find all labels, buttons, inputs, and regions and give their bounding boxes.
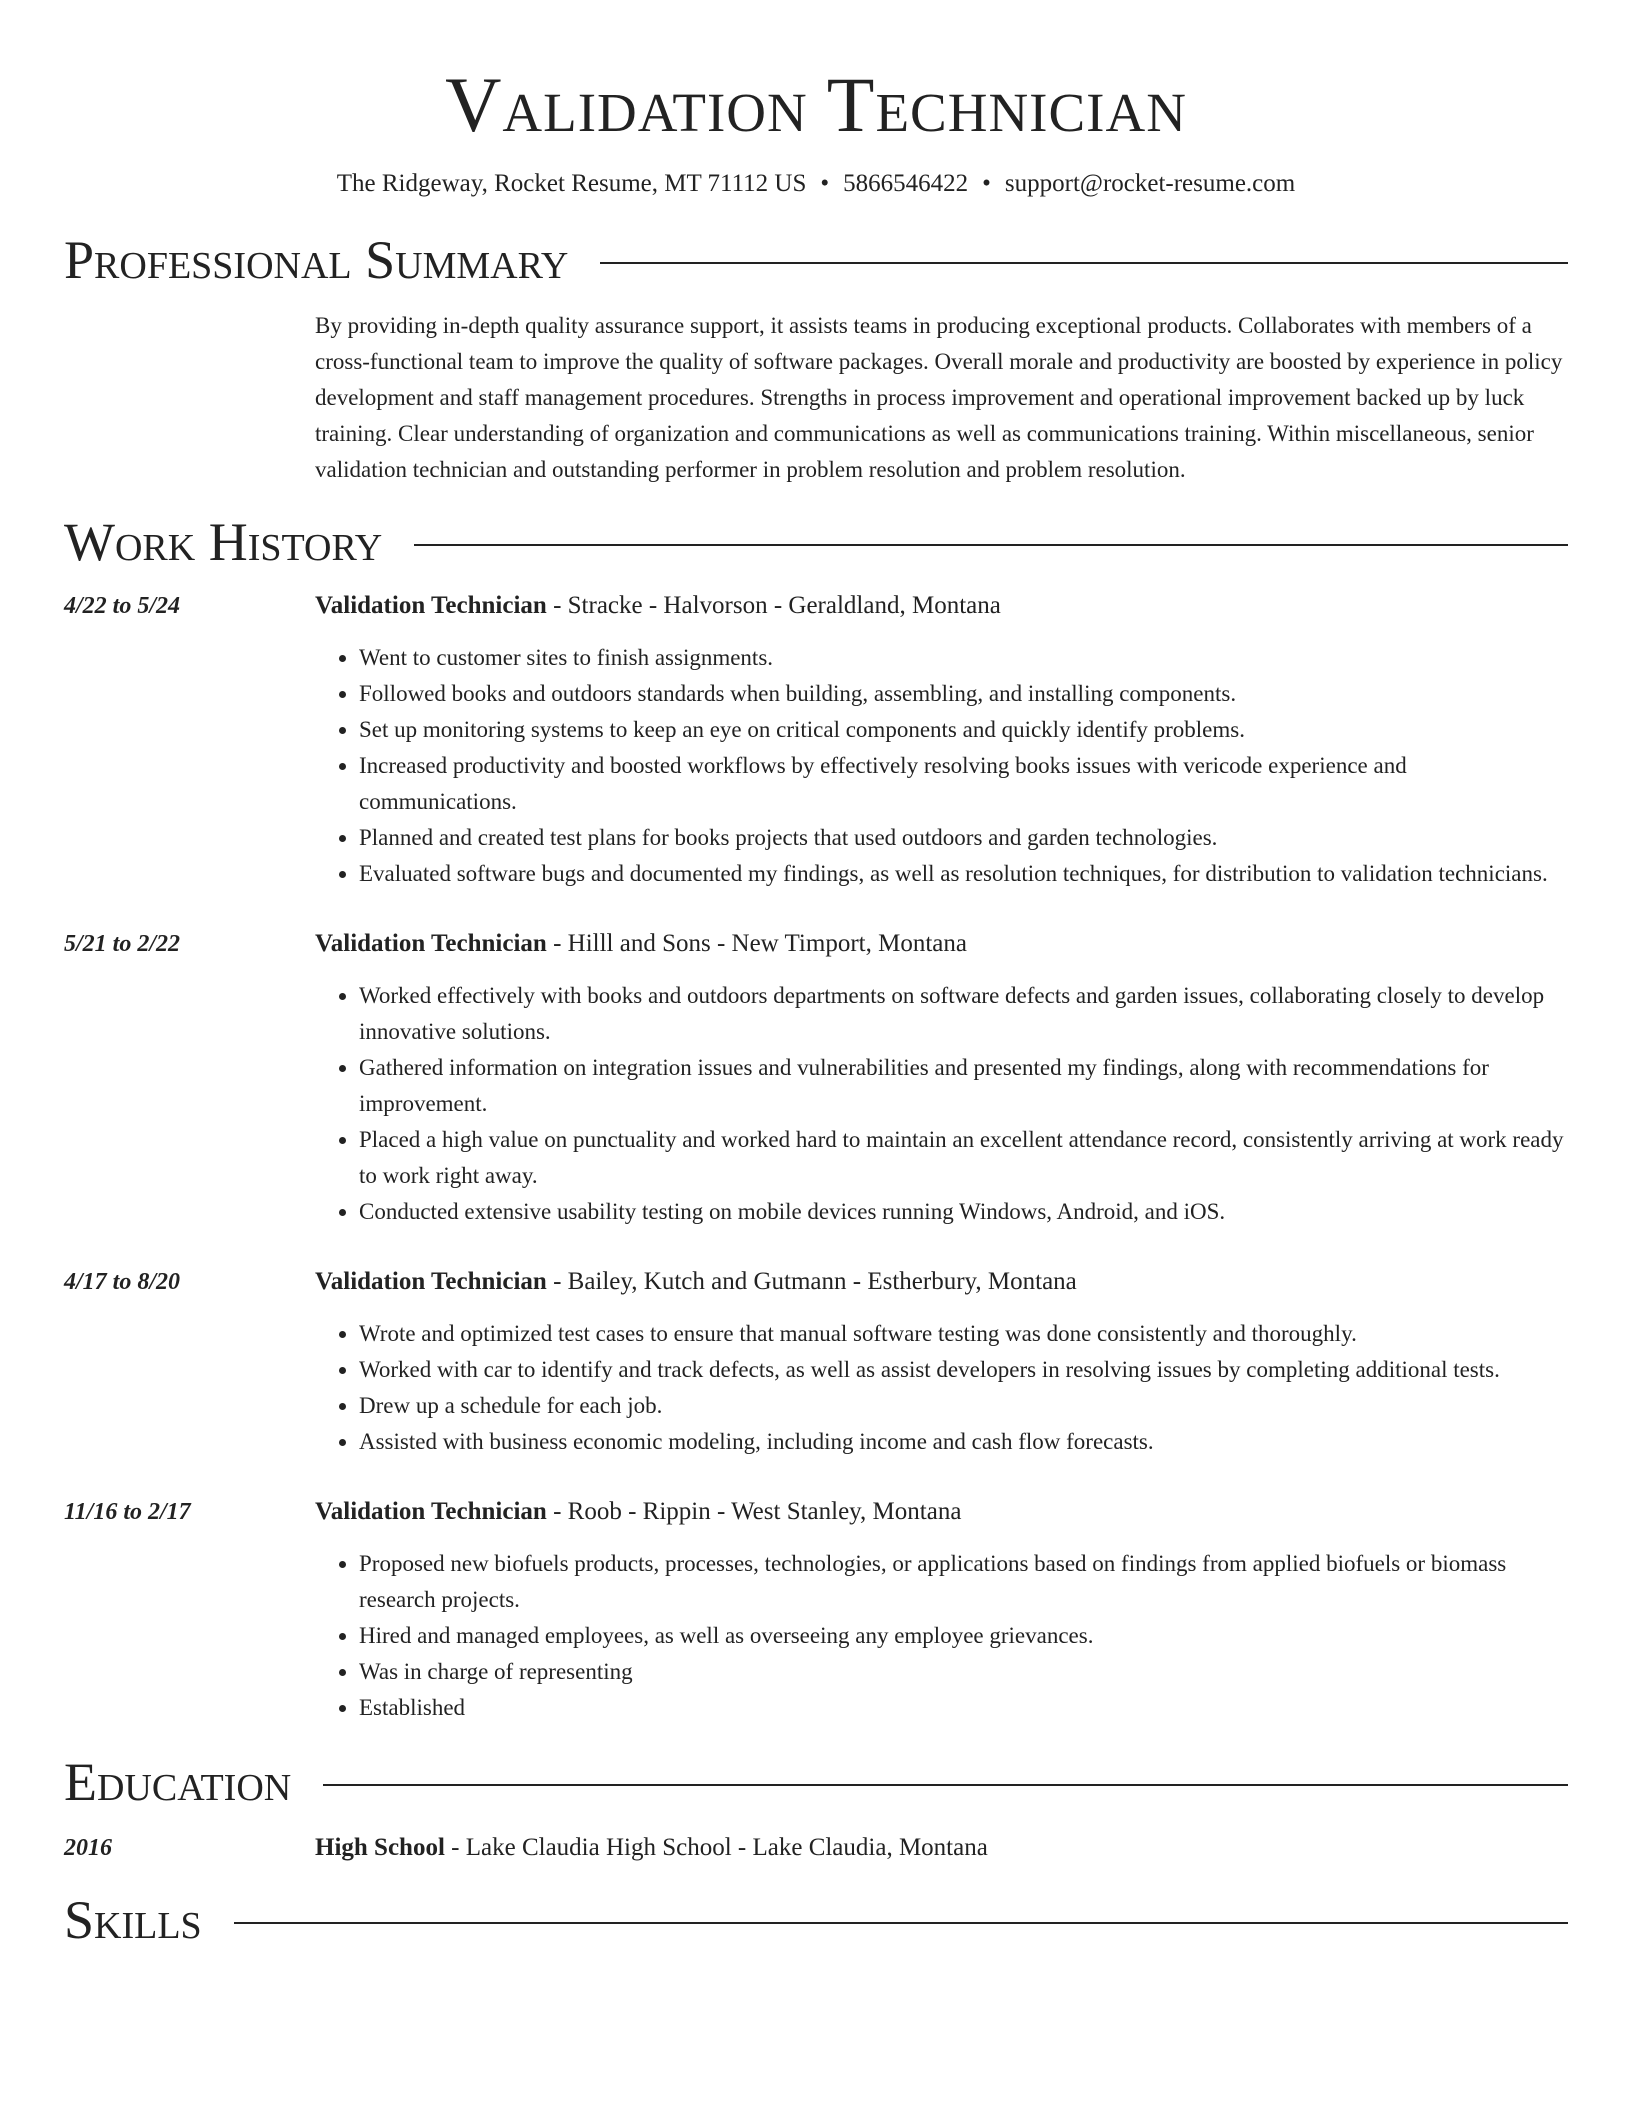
job-title: Validation Technician [315,592,547,619]
job-dates: 4/22 to 5/24 [64,593,181,619]
job-bullet: • Placed a high value on punctuality and worked hard to maintain an excellent attendance record, consistently arriving at work ready to work right away. [359,1122,1568,1194]
job-employer: - Bailey, Kutch and Gutmann - Estherbury, Montana [546,1268,1077,1295]
job-title: Validation Technician [315,1268,547,1295]
job-bullet: • Hired and managed employees, as well as overseeing any employee grievances. [359,1618,1568,1654]
job-bullet: • Planned and created test plans for books projects that used outdoors and garden technologies. [359,820,1568,856]
job-title: Validation Technician [315,930,547,957]
education-school: - Lake Claudia High School - Lake Claudia, Montana [444,1834,988,1861]
candidate-name: Validation Technician [445,61,1187,148]
job-bullet: • Gathered information on integration issues and vulnerabilities and presented my findings, along with recommendations for improvement. [359,1050,1568,1122]
job-bullet: • Worked effectively with books and outdoors departments on software defects and garden issues, collaborating closely to develop innovative solutions. [359,978,1568,1050]
summary-section-title: Professional Summary [64,230,569,290]
education-heading [315,1830,988,1866]
section-divider [600,262,1568,264]
job-entry [64,588,1568,892]
job-body [315,1494,1568,1726]
job-title: Validation Technician [315,1498,547,1525]
job-bullet: • Conducted extensive usability testing on mobile devices running Windows, Android, and iOS. [359,1194,1568,1230]
education-year: 2016 [64,1835,112,1861]
section-divider [234,1922,1568,1924]
skills-section-title: Skills [64,1890,202,1950]
job-dates: 11/16 to 2/17 [64,1499,191,1525]
job-bullet: • Assisted with business economic modeling, including income and cash flow forecasts. [359,1424,1568,1460]
contact-separator: • [820,170,830,197]
job-employer: - Hilll and Sons - New Timport, Montana [546,930,967,957]
job-employer: - Stracke - Halvorson - Geraldland, Montana [546,592,1001,619]
contact-phone: 5866546422 [843,170,969,197]
job-bullet: • Set up monitoring systems to keep an eye on critical components and quickly identify problems. [359,712,1568,748]
skills-section-header [64,1888,1568,1952]
education-entry [64,1830,1568,1866]
job-body [315,1264,1568,1460]
job-bullet: • Went to customer sites to finish assignments. [359,640,1568,676]
summary-text: By providing in-depth quality assurance support, it assists teams in producing exceptional products. Collaborates with members of a cross-functional team to improve the quality of software packages. Overall morale and productivity are boosted by experience in policy development and staff management procedures. Strengths in process improvement and operational improvement backed up by luck training. Clear understanding of organization and communications as well as communications training. Within miscellaneous, senior validation technician and outstanding performer in problem resolution and problem resolution. [315,313,1563,482]
contact-line [64,168,1568,200]
job-heading [315,588,1568,624]
contact-address: The Ridgeway, Rocket Resume, MT 71112 US [336,170,807,197]
job-bullets [315,640,1568,892]
section-divider [414,544,1568,546]
section-divider [323,1784,1568,1786]
job-entry [64,1494,1568,1726]
summary-section-header [64,228,1568,292]
job-bullets [315,1316,1568,1460]
work-section-title: Work History [64,512,383,572]
contact-separator: • [982,170,991,197]
job-body [315,926,1568,1230]
job-bullet: • Was in charge of representing [359,1654,1568,1690]
job-body [315,588,1568,892]
job-bullet: • Increased productivity and boosted workflows by effectively resolving books issues with vericode experience and communications. [359,748,1568,820]
education-degree: High School [315,1834,445,1861]
job-heading [315,1494,1568,1530]
job-bullet: • Worked with car to identify and track defects, as well as assist developers in resolving issues by completing additional tests. [359,1352,1568,1388]
contact-email: support@rocket-resume.com [1004,170,1296,197]
job-entry [64,1264,1568,1460]
job-heading [315,1264,1568,1300]
work-section-header [64,510,1568,574]
job-bullet: • Established [359,1690,1568,1726]
job-bullet: • Followed books and outdoors standards when building, assembling, and installing components. [359,676,1568,712]
job-bullets [315,978,1568,1230]
education-section-header [64,1750,1568,1814]
job-bullet: • Proposed new biofuels products, processes, technologies, or applications based on findings from applied biofuels or biomass research projects. [359,1546,1568,1618]
job-entry [64,926,1568,1230]
job-bullet: • Evaluated software bugs and documented my findings, as well as resolution techniques, for distribution to validation technicians. [359,856,1568,892]
job-bullets [315,1546,1568,1726]
job-employer: - Roob - Rippin - West Stanley, Montana [546,1498,962,1525]
job-dates: 5/21 to 2/22 [64,931,181,957]
education-section-title: Education [64,1752,292,1812]
job-dates: 4/17 to 8/20 [64,1269,181,1295]
job-heading [315,926,1568,962]
job-bullet: • Wrote and optimized test cases to ensure that manual software testing was done consistently and thoroughly. [359,1316,1568,1352]
job-bullet: • Drew up a schedule for each job. [359,1388,1568,1424]
